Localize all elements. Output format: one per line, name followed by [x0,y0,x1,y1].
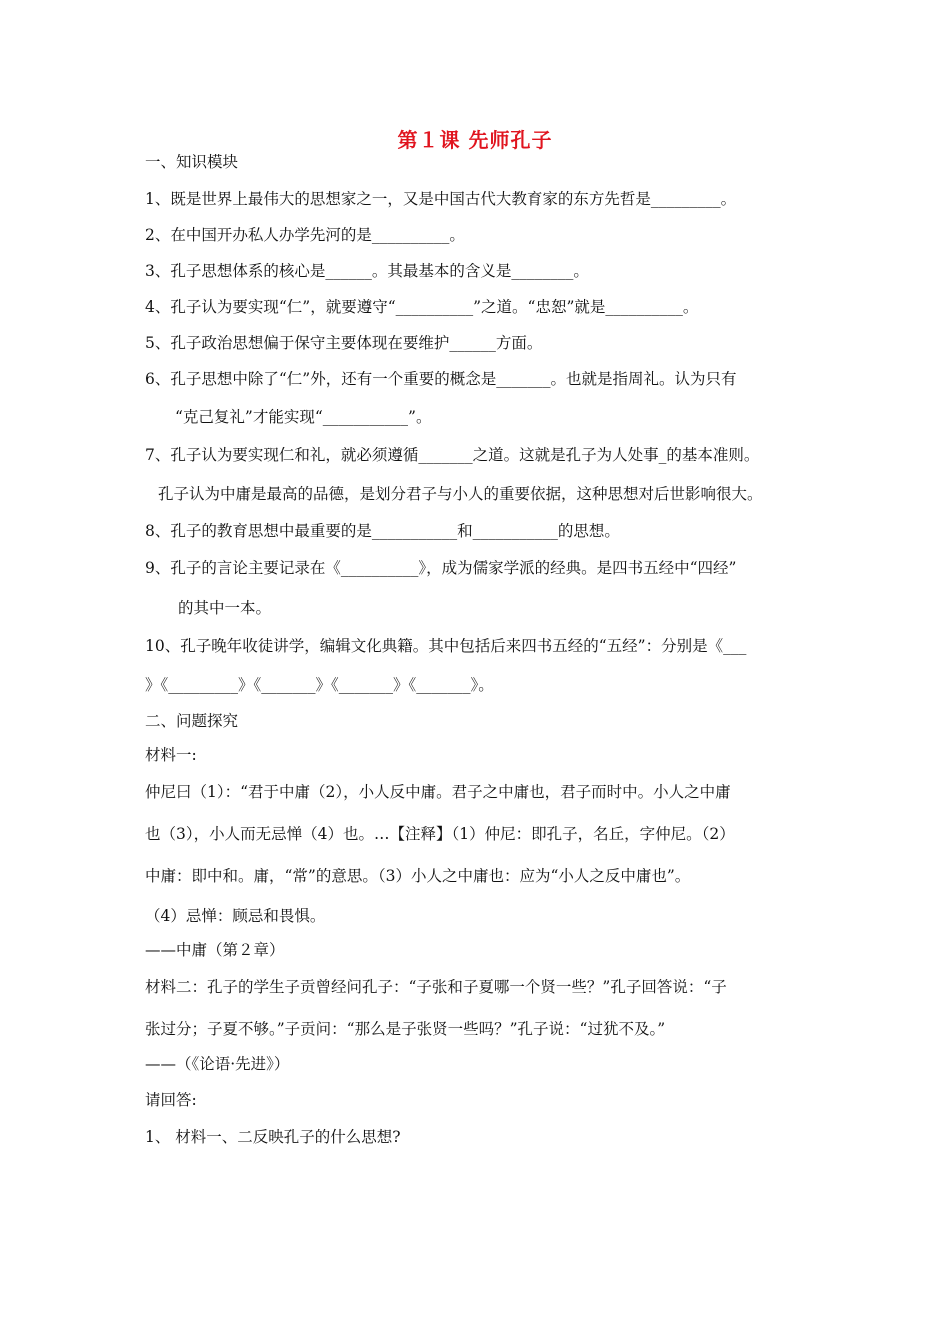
page-title: 第１课 先师孔子 [397,128,553,152]
material-1-label: 材料一: [145,746,197,764]
answer-prompt: 请回答: [145,1091,197,1109]
inquiry-question-1: 1、 材料一、二反映孔子的什么思想? [145,1128,401,1146]
material-1-text-line-2: 也（3），小人而无忌惮（4）也。…【注释】（1）仲尼：即孔子，名丘，字仲尼。（2） [145,825,735,843]
question-1: 1、既是世界上最伟大的思想家之一，又是中国古代大教育家的东方先哲是_________。 [145,190,737,208]
question-10: 10、孔子晚年收徒讲学，编辑文化典籍。其中包括后来四书五经的“五经”：分别是《___ [145,637,747,655]
question-2: 2、在中国开办私人办学先河的是__________。 [145,226,465,244]
material-2-source: ——（《论语·先进》） [145,1055,290,1073]
material-1-text-line-4: （4）忌惮：顾忌和畏惧。 [145,907,326,925]
material-1-text-line-3: 中庸：即中和。庸，“常”的意思。（3）小人之中庸也：应为“小人之反中庸也”。 [145,867,691,885]
question-4: 4、孔子认为要实现“仁”，就要遵守“__________”之道。“忠恕”就是__________。 [145,298,699,316]
material-2-text-line-1: 材料二：孔子的学生子贡曾经问孔子：“子张和子夏哪一个贤一些？”孔子回答说：“子 [145,978,727,996]
question-5: 5、孔子政治思想偏于保守主要体现在要维护______方面。 [145,334,543,352]
material-1-source: ——中庸（第２章） [145,941,285,959]
question-7-note: 孔子认为中庸是最高的品德，是划分君子与小人的重要依据，这种思想对后世影响很大。 [158,485,763,503]
question-9: 9、孔子的言论主要记录在《__________》，成为儒家学派的经典。是四书五经中“四经” [145,559,737,577]
question-7: 7、孔子认为要实现仁和礼，就必须遵循_______之道。这就是孔子为人处事_的基本准则。 [145,446,760,464]
material-1-text-line-1: 仲尼曰（1）：“君于中庸（2），小人反中庸。君子之中庸也，君子而时中。小人之中庸 [145,783,731,801]
material-2-text-line-2: 张过分；子夏不够。”子贡问：“那么是子张贤一些吗？”孔子说：“过犹不及。” [145,1020,666,1038]
question-9-continued: 的其中一本。 [178,599,272,617]
section-heading-inquiry: 二、问题探究 [145,712,239,730]
question-6: 6、孔子思想中除了“仁”外，还有一个重要的概念是_______。也就是指周礼。认为只有 [145,370,737,388]
question-10-continued: 》《_________》《_______》《_______》《_______》。 [145,676,494,694]
question-3: 3、孔子思想体系的核心是______。其最基本的含义是________。 [145,262,589,280]
question-6-continued: “克己复礼”才能实现“___________”。 [175,408,432,426]
question-8: 8、孔子的教育思想中最重要的是___________和___________的思想。 [145,522,620,540]
section-heading-knowledge: 一、知识模块 [145,153,239,171]
